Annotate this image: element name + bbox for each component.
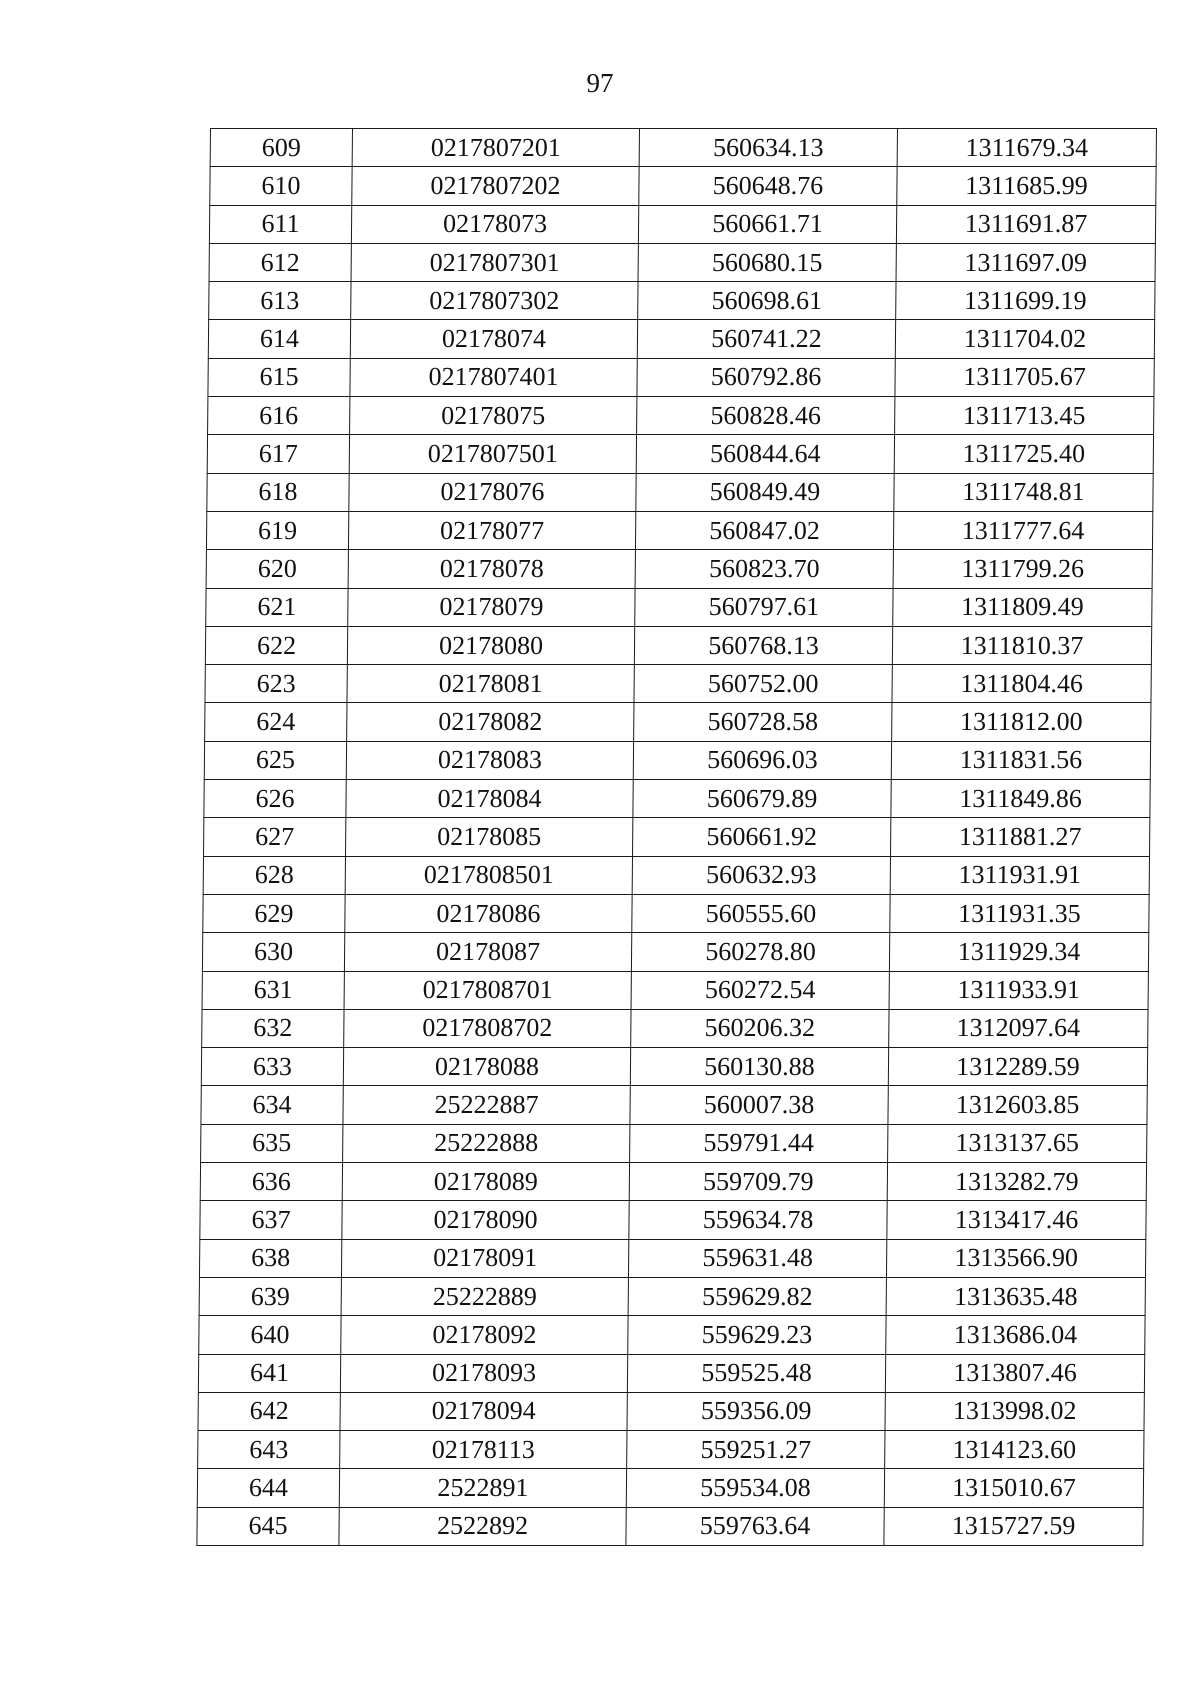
y-coordinate-cell: 1311931.91 — [890, 856, 1149, 894]
table-row — [202, 971, 1148, 1009]
point-number-cell: 629 — [203, 894, 345, 932]
table-row — [200, 1201, 1146, 1239]
table-row — [198, 1354, 1144, 1392]
point-code-cell: 02178085 — [346, 818, 633, 856]
point-number-cell: 618 — [207, 473, 349, 511]
x-coordinate-cell: 559709.79 — [629, 1163, 887, 1201]
point-code-cell: 0217807301 — [351, 243, 638, 281]
x-coordinate-cell: 559791.44 — [630, 1124, 888, 1162]
point-code-cell: 0217808702 — [344, 1009, 631, 1047]
table-row — [200, 1163, 1146, 1201]
x-coordinate-cell: 559251.27 — [627, 1431, 885, 1469]
y-coordinate-cell: 1311931.35 — [890, 894, 1149, 932]
point-code-cell: 02178076 — [349, 473, 636, 511]
x-coordinate-cell: 559534.08 — [626, 1469, 884, 1507]
point-number-cell: 614 — [208, 320, 350, 358]
x-coordinate-cell: 560792.86 — [637, 358, 895, 396]
y-coordinate-cell: 1313566.90 — [886, 1239, 1145, 1277]
x-coordinate-cell: 560696.03 — [633, 741, 891, 779]
table-row — [201, 1124, 1147, 1162]
table-row — [202, 933, 1148, 971]
table-row — [204, 780, 1150, 818]
y-coordinate-cell: 1311748.81 — [894, 473, 1153, 511]
y-coordinate-cell: 1311699.19 — [896, 282, 1155, 320]
x-coordinate-cell: 560698.61 — [638, 282, 896, 320]
x-coordinate-cell: 560648.76 — [639, 167, 897, 205]
point-number-cell: 628 — [203, 856, 345, 894]
x-coordinate-cell: 560634.13 — [639, 129, 897, 167]
point-number-cell: 617 — [207, 435, 349, 473]
point-number-cell: 635 — [201, 1124, 343, 1162]
point-number-cell: 622 — [205, 626, 347, 664]
point-code-cell: 0217807501 — [349, 435, 636, 473]
point-code-cell: 25222889 — [341, 1277, 628, 1315]
x-coordinate-cell: 559629.23 — [628, 1316, 886, 1354]
point-number-cell: 634 — [201, 1086, 343, 1124]
y-coordinate-cell: 1311705.67 — [895, 358, 1154, 396]
y-coordinate-cell: 1311933.91 — [889, 971, 1148, 1009]
point-code-cell: 0217807202 — [352, 167, 639, 205]
y-coordinate-cell: 1311812.00 — [892, 703, 1151, 741]
point-code-cell: 02178081 — [347, 665, 634, 703]
table-row — [201, 1048, 1147, 1086]
point-code-cell: 02178113 — [340, 1431, 627, 1469]
y-coordinate-cell: 1313807.46 — [885, 1354, 1144, 1392]
table-row — [206, 511, 1152, 549]
point-code-cell: 02178080 — [347, 626, 634, 664]
y-coordinate-cell: 1311725.40 — [894, 435, 1153, 473]
table-row — [197, 1507, 1143, 1545]
y-coordinate-cell: 1311810.37 — [892, 626, 1151, 664]
point-code-cell: 02178089 — [342, 1163, 629, 1201]
table-container — [210, 128, 1157, 1546]
x-coordinate-cell: 559634.78 — [629, 1201, 887, 1239]
point-code-cell: 02178090 — [342, 1201, 629, 1239]
point-number-cell: 642 — [198, 1392, 340, 1430]
y-coordinate-cell: 1311799.26 — [893, 550, 1152, 588]
point-number-cell: 611 — [209, 205, 351, 243]
x-coordinate-cell: 560679.89 — [633, 780, 891, 818]
table-row — [206, 550, 1152, 588]
point-code-cell: 02178083 — [346, 741, 633, 779]
point-number-cell: 630 — [202, 933, 344, 971]
y-coordinate-cell: 1315010.67 — [884, 1469, 1143, 1507]
point-number-cell: 615 — [208, 358, 350, 396]
point-number-cell: 609 — [210, 129, 352, 167]
table-row — [205, 626, 1151, 664]
table-row — [204, 741, 1150, 779]
table-row — [197, 1469, 1143, 1507]
y-coordinate-cell: 1311685.99 — [897, 167, 1156, 205]
point-number-cell: 624 — [205, 703, 347, 741]
point-code-cell: 02178086 — [345, 894, 632, 932]
point-code-cell: 02178088 — [343, 1048, 630, 1086]
point-number-cell: 620 — [206, 550, 348, 588]
x-coordinate-cell: 560555.60 — [632, 894, 890, 932]
y-coordinate-cell: 1314123.60 — [885, 1431, 1144, 1469]
x-coordinate-cell: 560661.71 — [638, 205, 896, 243]
table-row — [202, 1009, 1148, 1047]
point-code-cell: 0217808501 — [345, 856, 632, 894]
point-number-cell: 612 — [209, 243, 351, 281]
y-coordinate-cell: 1312289.59 — [888, 1048, 1147, 1086]
y-coordinate-cell: 1311849.86 — [891, 780, 1150, 818]
point-number-cell: 632 — [202, 1009, 344, 1047]
table-row — [209, 205, 1155, 243]
point-number-cell: 637 — [200, 1201, 342, 1239]
point-code-cell: 2522892 — [339, 1507, 626, 1545]
x-coordinate-cell: 560768.13 — [634, 626, 892, 664]
y-coordinate-cell: 1311697.09 — [896, 243, 1155, 281]
table-row — [207, 473, 1153, 511]
y-coordinate-cell: 1311679.34 — [897, 129, 1156, 167]
point-code-cell: 2522891 — [339, 1469, 626, 1507]
x-coordinate-cell: 560007.38 — [630, 1086, 888, 1124]
y-coordinate-cell: 1311804.46 — [892, 665, 1151, 703]
x-coordinate-cell: 560680.15 — [638, 243, 896, 281]
point-number-cell: 645 — [197, 1507, 339, 1545]
table-row — [198, 1392, 1144, 1430]
table-row — [199, 1239, 1145, 1277]
point-number-cell: 625 — [204, 741, 346, 779]
table-row — [209, 243, 1155, 281]
table-row — [208, 358, 1154, 396]
x-coordinate-cell: 559525.48 — [627, 1354, 885, 1392]
y-coordinate-cell: 1311713.45 — [895, 397, 1154, 435]
x-coordinate-cell: 560797.61 — [635, 588, 893, 626]
point-code-cell: 02178079 — [348, 588, 635, 626]
page-number: 97 — [586, 68, 614, 98]
y-coordinate-cell: 1312603.85 — [888, 1086, 1147, 1124]
x-coordinate-cell: 560752.00 — [634, 665, 892, 703]
point-number-cell: 641 — [198, 1354, 340, 1392]
point-number-cell: 631 — [202, 971, 344, 1009]
x-coordinate-cell: 560741.22 — [637, 320, 895, 358]
point-code-cell: 02178082 — [347, 703, 634, 741]
x-coordinate-cell: 560632.93 — [632, 856, 890, 894]
y-coordinate-cell: 1313998.02 — [885, 1392, 1144, 1430]
table-row — [201, 1086, 1147, 1124]
x-coordinate-cell: 559631.48 — [628, 1239, 886, 1277]
x-coordinate-cell: 560272.54 — [631, 971, 889, 1009]
point-number-cell: 639 — [199, 1277, 341, 1315]
y-coordinate-cell: 1311777.64 — [893, 511, 1152, 549]
point-number-cell: 627 — [204, 818, 346, 856]
table-row — [210, 129, 1156, 167]
point-number-cell: 623 — [205, 665, 347, 703]
y-coordinate-cell: 1312097.64 — [889, 1009, 1148, 1047]
point-code-cell: 02178091 — [341, 1239, 628, 1277]
x-coordinate-cell: 560823.70 — [635, 550, 893, 588]
table-row — [205, 703, 1151, 741]
y-coordinate-cell: 1311929.34 — [889, 933, 1148, 971]
table-row — [205, 665, 1151, 703]
y-coordinate-cell: 1311691.87 — [896, 205, 1155, 243]
point-number-cell: 633 — [201, 1048, 343, 1086]
point-code-cell: 25222888 — [343, 1124, 630, 1162]
table-row — [208, 320, 1154, 358]
y-coordinate-cell: 1311704.02 — [895, 320, 1154, 358]
y-coordinate-cell: 1311881.27 — [891, 818, 1150, 856]
table-row — [199, 1277, 1145, 1315]
x-coordinate-cell: 560130.88 — [630, 1048, 888, 1086]
point-code-cell: 02178077 — [348, 511, 635, 549]
x-coordinate-cell: 559356.09 — [627, 1392, 885, 1430]
y-coordinate-cell: 1311809.49 — [893, 588, 1152, 626]
table-row — [206, 588, 1152, 626]
y-coordinate-cell: 1311831.56 — [891, 741, 1150, 779]
x-coordinate-cell: 560828.46 — [637, 397, 895, 435]
point-number-cell: 638 — [199, 1239, 341, 1277]
y-coordinate-cell: 1313686.04 — [886, 1316, 1145, 1354]
table-row — [210, 167, 1156, 205]
point-number-cell: 626 — [204, 780, 346, 818]
point-code-cell: 02178073 — [351, 205, 638, 243]
y-coordinate-cell: 1313137.65 — [888, 1124, 1147, 1162]
x-coordinate-cell: 559629.82 — [628, 1277, 886, 1315]
table-row — [204, 818, 1150, 856]
x-coordinate-cell: 560278.80 — [631, 933, 889, 971]
point-code-cell: 02178087 — [344, 933, 631, 971]
point-number-cell: 644 — [197, 1469, 339, 1507]
table-row — [209, 282, 1155, 320]
y-coordinate-cell: 1313635.48 — [886, 1277, 1145, 1315]
x-coordinate-cell: 559763.64 — [626, 1507, 884, 1545]
point-number-cell: 610 — [210, 167, 352, 205]
point-code-cell: 0217807302 — [351, 282, 638, 320]
x-coordinate-cell: 560728.58 — [634, 703, 892, 741]
y-coordinate-cell: 1315727.59 — [884, 1507, 1143, 1545]
point-number-cell: 619 — [206, 511, 348, 549]
point-code-cell: 02178084 — [346, 780, 633, 818]
table-row — [207, 435, 1153, 473]
x-coordinate-cell: 560661.92 — [633, 818, 891, 856]
table-row — [203, 856, 1149, 894]
point-code-cell: 02178074 — [350, 320, 637, 358]
table-row — [203, 894, 1149, 932]
y-coordinate-cell: 1313417.46 — [887, 1201, 1146, 1239]
x-coordinate-cell: 560844.64 — [636, 435, 894, 473]
point-number-cell: 621 — [206, 588, 348, 626]
point-code-cell: 02178092 — [341, 1316, 628, 1354]
point-code-cell: 0217807201 — [352, 129, 639, 167]
point-number-cell: 636 — [200, 1163, 342, 1201]
point-code-cell: 0217807401 — [350, 358, 637, 396]
point-code-cell: 02178094 — [340, 1392, 627, 1430]
point-number-cell: 616 — [208, 397, 350, 435]
point-code-cell: 25222887 — [343, 1086, 630, 1124]
coordinate-table — [196, 128, 1157, 1546]
x-coordinate-cell: 560849.49 — [636, 473, 894, 511]
x-coordinate-cell: 560206.32 — [631, 1009, 889, 1047]
point-number-cell: 613 — [209, 282, 351, 320]
point-code-cell: 02178093 — [340, 1354, 627, 1392]
point-number-cell: 640 — [199, 1316, 341, 1354]
x-coordinate-cell: 560847.02 — [635, 511, 893, 549]
point-number-cell: 643 — [198, 1431, 340, 1469]
point-code-cell: 02178078 — [348, 550, 635, 588]
coordinate-table-body — [197, 129, 1157, 1546]
y-coordinate-cell: 1313282.79 — [887, 1163, 1146, 1201]
point-code-cell: 0217808701 — [344, 971, 631, 1009]
table-row — [199, 1316, 1145, 1354]
point-code-cell: 02178075 — [350, 397, 637, 435]
table-row — [198, 1431, 1144, 1469]
table-row — [208, 397, 1154, 435]
